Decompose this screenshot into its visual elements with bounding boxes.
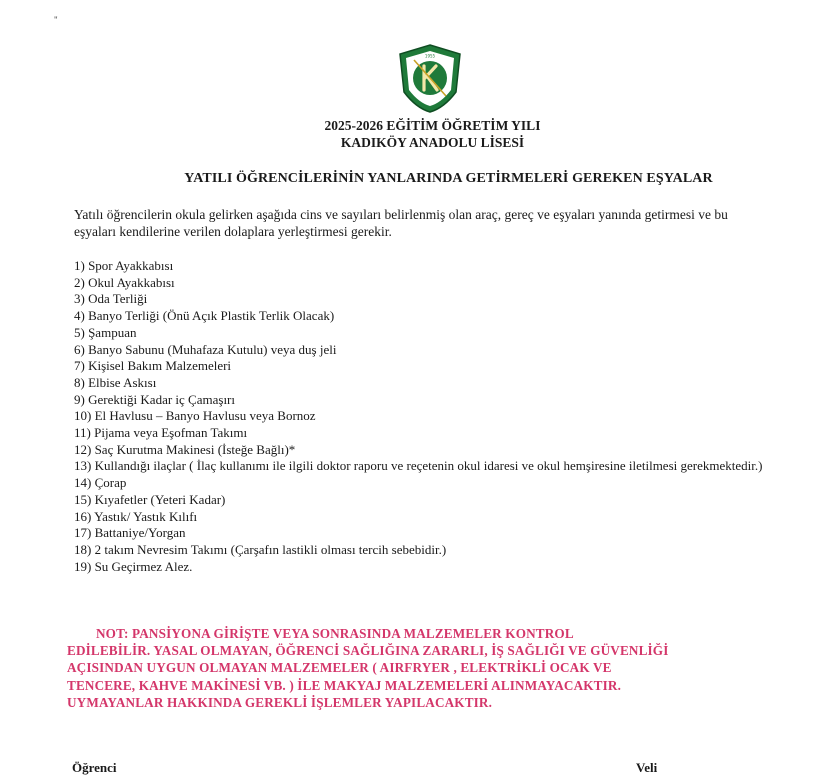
list-item: 5) Şampuan [74,324,137,340]
list-item: 4) Banyo Terliği (Önü Açık Plastik Terlik Olacak) [74,308,335,324]
note-line: TENCERE, KAHVE MAKİNESİ VB. ) İLE MAKYAJ MALZEMELERİ ALINMAYACAKTIR. [67,677,622,693]
list-item: 19) Su Geçirmez Alez. [74,558,193,574]
intro-paragraph: Yatılı öğrencilerin okula gelirken aşağıda cins ve sayıları belirlenmiş olan araç, gereç ve eşyaları yanında getirmesi ve bu eşyaları kendilerine verilen dolaplara yerleştirmesi gerekir. [74,207,728,239]
list-item: 15) Kıyafetler (Yeteri Kadar) [74,491,226,507]
list-item: 18) 2 takım Nevresim Takımı (Çarşafın lastikli olması tercih sebebidir.) [74,541,447,557]
list-item: 7) Kişisel Bakım Malzemeleri [74,358,232,374]
list-item: 11) Pijama veya Eşofman Takımı [74,425,248,441]
list-item: 1) Spor Ayakkabısı [74,258,174,273]
crest-year: 1955 [424,53,436,59]
student-signature-label: Öğrenci [72,760,117,775]
note-line: EDİLEBİLİR. YASAL OLMAYAN, ÖĞRENCİ SAĞLIĞINA ZARARLI, İŞ SAĞLIĞI VE GÜVENLİĞİ [67,643,669,659]
list-item: 2) Okul Ayakkabısı [74,274,175,290]
list-item: 14) Çorap [74,475,127,491]
list-item: 8) Elbise Askısı [74,374,157,390]
list-item: 12) Saç Kurutma Makinesi (İsteğe Bağlı)* [74,441,296,457]
warning-note [67,625,796,711]
scan-corner-mark: " [54,15,58,25]
list-item: 3) Oda Terliği [74,291,148,307]
note-line: AÇISINDAN UYGUN OLMAYAN MALZEMELER ( AIRFRYER , ELEKTRİKLİ OCAK VE [67,660,612,676]
list-item: 6) Banyo Sabunu (Muhafaza Kutulu) veya duş jeli [74,341,337,357]
school-crest-icon [394,42,466,114]
list-item: 10) El Havlusu – Banyo Havlusu veya Bornoz [74,408,316,424]
academic-year: 2025-2026 EĞİTİM ÖĞRETİM YILI [324,118,541,133]
list-item: 16) Yastık/ Yastık Kılıfı [74,508,198,524]
list-item: 17) Battaniye/Yorgan [74,525,186,541]
school-name: KADIKÖY ANADOLU LİSESİ [340,135,525,150]
note-line: UYMAYANLAR HAKKINDA GEREKLİ İŞLEMLER YAPILACAKTIR. [67,694,493,710]
list-item: 9) Gerektiği Kadar iç Çamaşırı [74,391,235,407]
list-item: 13) Kullandığı ilaçlar ( İlaç kullanımı ile ilgili doktor raporu ve reçetenin okul idaresi ve okul hemşiresine iletilmesi gerekmektedir.) [74,458,763,474]
note-line: NOT: PANSİYONA GİRİŞTE VEYA SONRASINDA MALZEMELER KONTROL [96,626,574,641]
parent-signature-label: Veli [636,760,658,775]
item-list [74,258,774,575]
document-title: YATILI ÖĞRENCİLERİNİN YANLARINDA GETİRMELERİ GEREKEN EŞYALAR [184,171,713,186]
